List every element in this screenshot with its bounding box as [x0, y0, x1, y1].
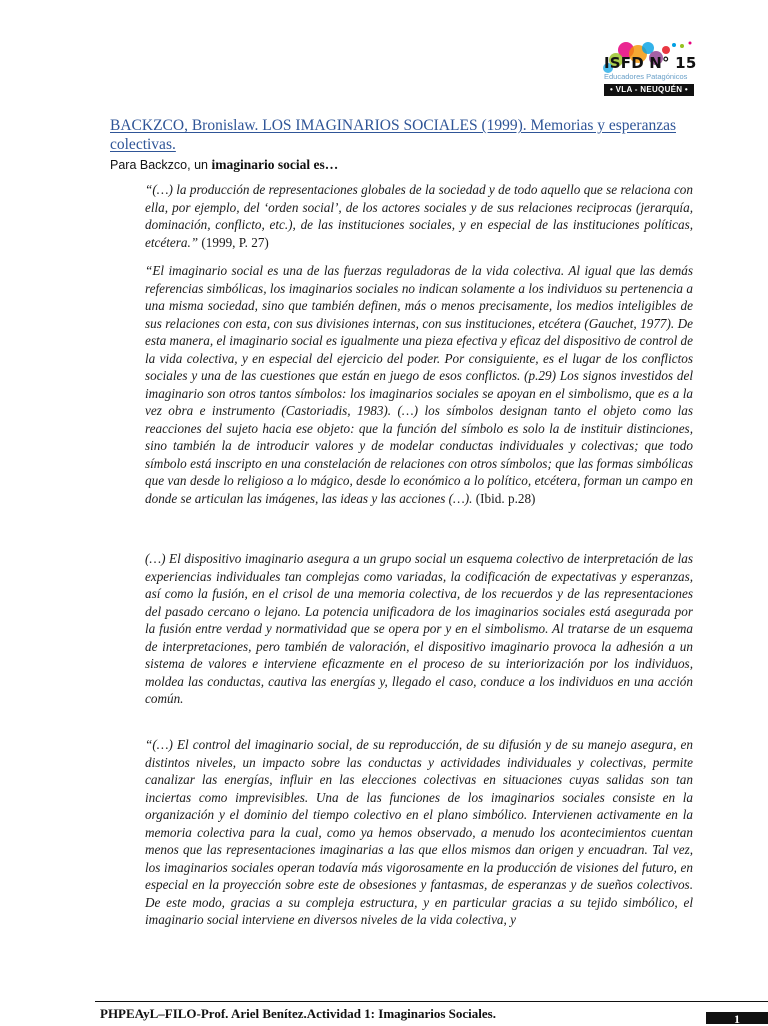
quote-paragraph-1	[145, 181, 693, 251]
page-footer: PHPEAyL–FILO-Prof. Ariel Benítez.Actividad 1: Imaginarios Sociales.	[100, 1006, 496, 1021]
logo-title: ISFD N° 15	[604, 54, 697, 72]
quote-citation: (1999, P. 27)	[198, 234, 269, 250]
quote-text: “(…) El control del imaginario social, de su reproducción, de su difusión y de su manejo asegura, en distintos niveles, un impacto sobre las conductas y actividades individuales y colectivas, permite canalizar las energías, influir en las elecciones colectivas en situaciones cuyas salidas son tan inciertas como imprevisibles. Una de las funciones de los imaginarios sociales consiste en la organización y el dominio del tiempo colectivo en el plano simbólico. Intervienen activamente en la memoria colectiva para la cual, como ya hemos observado, a menudo los acontecimientos cuentan menos que las representaciones imaginarias a las que ellos mismos dan origen y encuadran. Tal vez, los imaginarios sociales operan todavía más vigorosamente en la producción de visiones del futuro, en especial en la proyección sobre este de obsesiones y fantasmas, de esperanzas y de sueños colectivos. De este modo, gracias a su compleja estructura, y en particular gracias a su tejido simbólico, el imaginario social interviene en diversos niveles de la vida colectiva, y	[145, 737, 693, 927]
quote-text: “El imaginario social es una de las fuerzas reguladoras de la vida colectiva. Al igual que las demás referencias simbólicas, los imaginarios sociales no indican solamente a los individuos su pertenencia a una misma sociedad, sino que también definen, más o menos precisamente, los medios inteligibles de sus relaciones con esta, con sus divisiones internas, con sus instituciones, etcétera (Gauchet, 1977). De esta manera, el imaginario social es igualmente una pieza efectiva y eficaz del dispositivo de control de la vida colectiva, y en especial del ejercicio del poder. Por consiguiente, es el lugar de los conflictos sociales y una de las cuestiones que están en juego de esos conflictos. (p.29) Los signos investidos del imaginario son otros tantos símbolos: los imaginarios sociales se apoyan en el simbolismo, que es a la vez obra e instrumento (Castoriadis, 1983). (…) los símbolos designan tanto el objeto como las reacciones del sujeto hacia ese objeto: que la función del símbolo es solo la de instituir distinciones, sino también la de introducir valores y de modelar conductas individuales y colectivas; que todo símbolo está inscripto en una constelación de relaciones con otros símbolos; que las formas simbólicas que van desde lo religioso a lo mágico, desde lo económico a lo político, etcétera, forman un campo en donde se articulan las imágenes, las ideas y las acciones (…).	[145, 263, 693, 506]
intro-lead: Para Backzco, un	[110, 158, 212, 172]
institution-logo	[596, 40, 698, 102]
quote-text: “(…) la producción de representaciones globales de la sociedad y de todo aquello que se relaciona con ella, por ejemplo, del ‘orden social’, de los actores sociales y de sus relaciones reciprocas (jerarquía, dominación, conflicto, etc.), de las instituciones sociales, y en especial de las instituciones políticas, etcétera.”	[145, 182, 693, 250]
quote-paragraph-4	[145, 736, 693, 929]
quote-paragraph-3	[145, 550, 693, 708]
quote-text: (…) El dispositivo imaginario asegura a un grupo social un esquema colectivo de interpretación de las experiencias individuales tan complejas como variadas, la codificación de expectativas y esperanzas, así como la fusión, en el crisol de una memoria colectiva, de los recuerdos y de las representaciones del pasado cercano o lejano. La potencia unificadora de los imaginarios sociales está asegurada por la fusión entre verdad y normatividad que se opera por y en el simbolismo. Al tratarse de un esquema de interpretaciones, pero también de valoración, el dispositivo imaginario provoca la adhesión a un sistema de valores e interviene eficazmente en el proceso de su interiorización por los individuos, moldea las conductas, cautiva las energías y, llegado el caso, conduce a los individuos en una acción común.	[145, 551, 693, 706]
logo-subtitle: Educadores Patagónicos	[604, 72, 688, 81]
document-heading[interactable]: BACKZCO, Bronislaw. LOS IMAGINARIOS SOCIALES (1999). Memorias y esperanzas colectivas.	[110, 117, 676, 153]
intro-bold: imaginario social es…	[211, 157, 339, 172]
page-number: 1	[706, 1012, 768, 1024]
logo-band: • VLA - NEUQUÉN •	[604, 84, 694, 96]
quote-citation: (Ibid. p.28)	[472, 490, 536, 506]
intro-line	[110, 157, 338, 173]
footer-divider	[95, 1001, 768, 1002]
quote-paragraph-2	[145, 262, 693, 507]
